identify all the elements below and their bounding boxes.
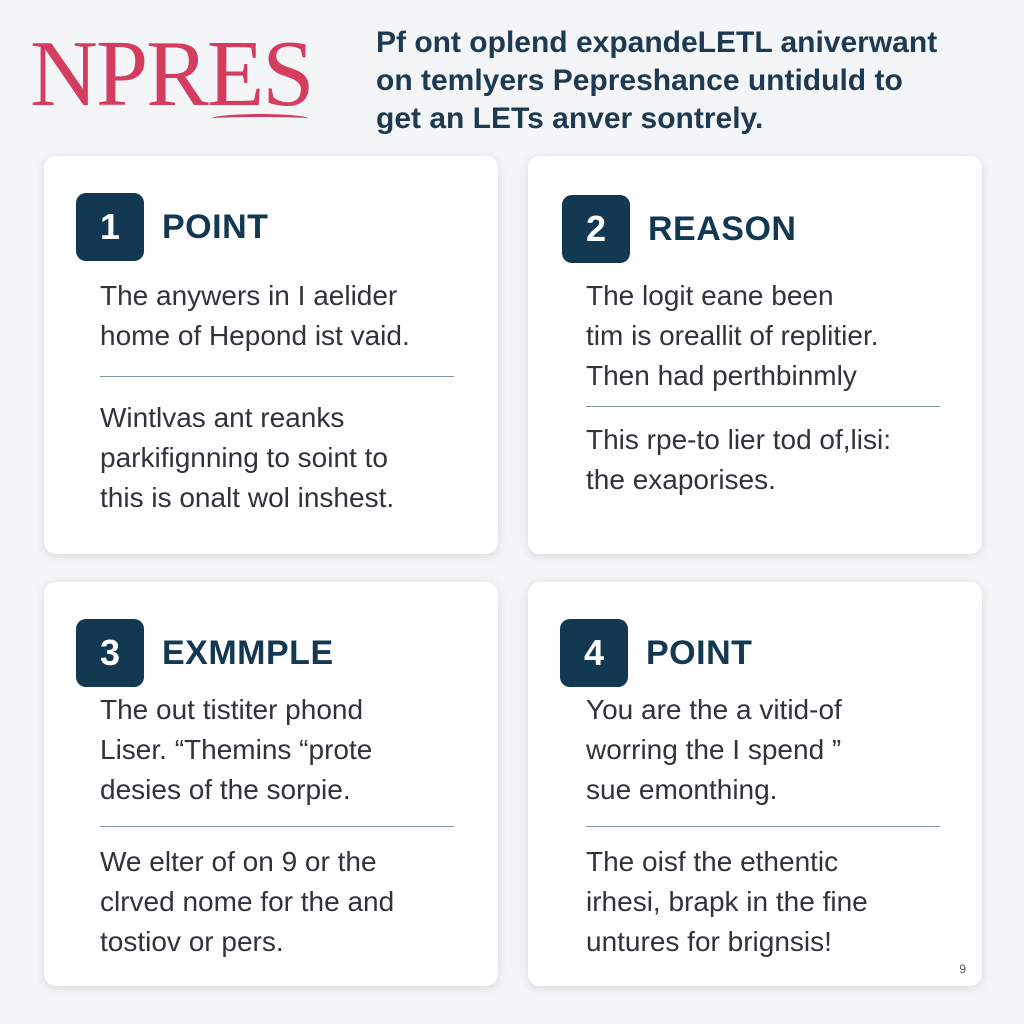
text-line: This rpe-to lier tod of,lisi: xyxy=(586,424,891,455)
text-line: home of Hepond ist vaid. xyxy=(100,320,410,351)
text-line: The anywers in I aelider xyxy=(100,280,398,311)
card-paragraph-2 xyxy=(586,842,966,962)
corner-mark: 9 xyxy=(959,962,966,976)
card-paragraph-2 xyxy=(100,398,480,518)
card-title: POINT xyxy=(162,207,269,246)
headline-line: Pf ont oplend expandeLETL aniverwant xyxy=(376,26,938,59)
card-header xyxy=(562,194,796,264)
text-line: desies of the sorpie. xyxy=(100,774,351,805)
text-line: sue emonthing. xyxy=(586,774,778,805)
headline-line: on temlyers Pepreshance untiduld to xyxy=(376,64,903,97)
text-line: tostiov or pers. xyxy=(100,926,284,957)
card-paragraph-2 xyxy=(586,420,966,500)
card-title: EXMMPLE xyxy=(162,633,334,672)
headline xyxy=(376,24,996,138)
text-line: The oisf the ethentic xyxy=(586,846,839,877)
text-line: You are the a vitid-of xyxy=(586,694,842,725)
card-paragraph-1 xyxy=(586,690,966,810)
card-2-reason xyxy=(528,156,982,554)
card-paragraph-1 xyxy=(100,276,480,356)
text-line: the exaporises. xyxy=(586,464,776,495)
text-line: untures for brignsis! xyxy=(586,926,832,957)
card-title: POINT xyxy=(646,633,753,672)
card-title: REASON xyxy=(648,209,797,248)
card-3-example xyxy=(44,582,498,986)
text-line: tim is oreallit of replitier. xyxy=(586,320,879,351)
card-divider xyxy=(100,826,454,827)
step-number-badge: 3 xyxy=(76,619,144,687)
card-paragraph-1 xyxy=(100,690,480,810)
card-divider xyxy=(100,376,454,377)
text-line: parkifignning to soint to xyxy=(100,442,388,473)
text-line: We elter of on 9 or the xyxy=(100,846,377,877)
card-header xyxy=(560,618,752,688)
text-line: The out tistiter phond xyxy=(100,694,364,725)
text-line: irhesi, brapk in the fine xyxy=(586,886,868,917)
text-line: Wintlvas ant reanks xyxy=(100,402,345,433)
text-line: worring the I spend ” xyxy=(586,734,842,765)
text-line: this is onalt wol inshest. xyxy=(100,482,395,513)
text-line: The logit eane been xyxy=(586,280,834,311)
headline-line: get an LETs anver sontrely. xyxy=(376,102,764,135)
text-line: Then had perthbinmly xyxy=(586,360,857,391)
card-paragraph-1 xyxy=(586,276,966,396)
card-4-point xyxy=(528,582,982,986)
card-paragraph-2 xyxy=(100,842,480,962)
logo-swash xyxy=(212,114,308,123)
step-number-badge: 2 xyxy=(562,195,630,263)
card-divider xyxy=(586,406,940,407)
card-divider xyxy=(586,826,940,827)
text-line: clrved nome for the and xyxy=(100,886,395,917)
card-header xyxy=(76,618,334,688)
card-1-point xyxy=(44,156,498,554)
logo-text: NPRES xyxy=(30,22,313,126)
logo xyxy=(30,18,360,130)
step-number-badge: 1 xyxy=(76,193,144,261)
step-number-badge: 4 xyxy=(560,619,628,687)
card-header xyxy=(76,192,268,262)
text-line: Liser. “Themins “prote xyxy=(100,734,373,765)
